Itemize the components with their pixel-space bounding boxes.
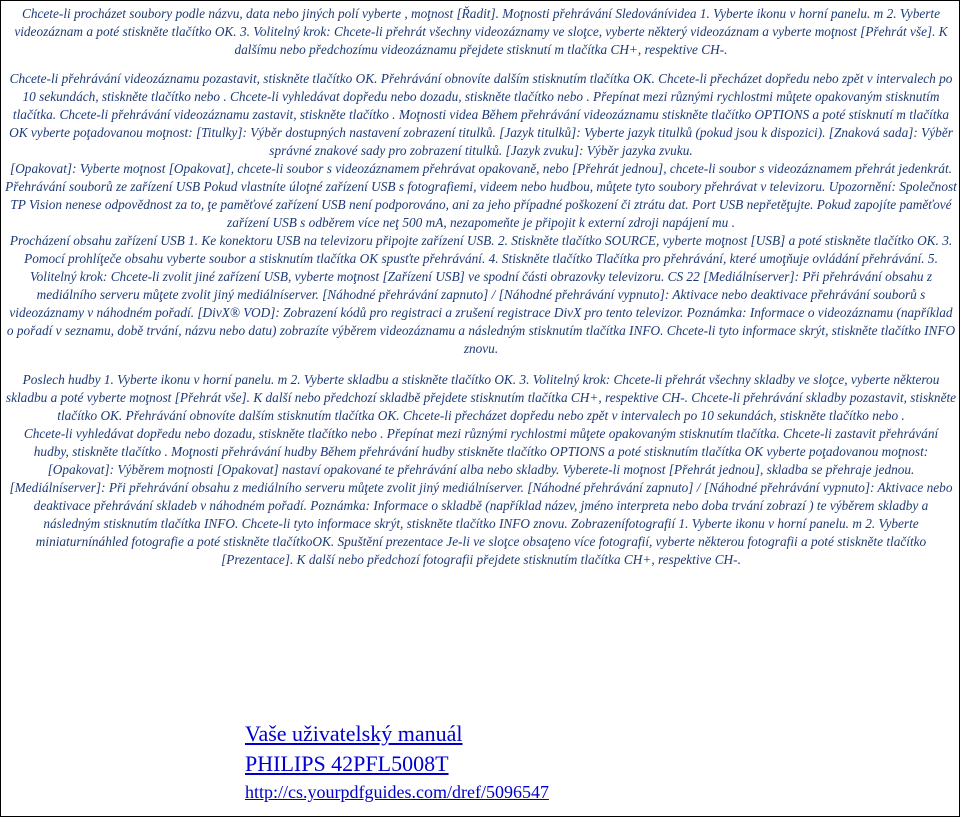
paragraph-usb-playback: Pomocí prohlíţeče obsahu vyberte soubor a stisknutím tlačítka OK spusťte přehrávání. 4. Stiskněte tlačítko Tlačítka pro přehrávání, které umoţňuje ovládání přehrávání. 5. Volitelný krok: Chcete-li zvolit jiné zařízení USB, vyberte moţnost [Zařízení USB] ve spodní části obrazovky televizoru. CS 22 [Mediálníserver]: Při přehrávání obsahu z mediálního serveru můţete zvolit jiný mediálníserver. [Náhodné přehrávání zapnuto] / [Náhodné přehrávání vypnuto]: Aktivace nebo deaktivace přehrávání souborů s videozáznamy v náhodném pořadí. [DivX® VOD]: Zobrazení kódů pro registraci a zrušení registrace DivX pro tento televizor. Poznámka: Informace o videozáznamu (například o pořadí v seznamu, době trvání, názvu nebo datu) zobrazíte výběrem videozáznamu a následným stisknutím tlačítka INFO. Chcete-li tyto informace skrýt, stiskněte tlačítko INFO znovu. bbox=[6, 251, 956, 356]
paragraph-photos: [Mediálníserver]: Při přehrávání obsahu z mediálního serveru můţete zvolit jiný mediálníserver. [Náhodné přehrávání zapnuto] / [Náhodné přehrávání vypnuto]: Aktivace nebo deaktivace přehrávání skladeb v náhodném pořadí. Poznámka: Informace o skladbě (například název, jméno interpreta nebo doba trvání zobrazí ) te výběrem skladby a následným stisknutím tlačítka INFO. Chcete-li tyto informace skrýt, stiskněte tlačítko INFO znovu. Zobrazenífotografií 1. Vyberte ikonu v horní panelu. m 2. Vyberte miniaturnínáhled fotografie a poté stiskněte tlačítkoOK. Spuštění prezentace Je-li ve sloţce obsaţeno více fotografií, vyberte některou fotografii a poté stiskněte tlačítko [Prezentace]. K další nebo předchozí fotografii přejdete stisknutím tlačítka CH+, respektive CH-. bbox=[9, 480, 953, 567]
paragraph-usb-browse: Procházení obsahu zařízení USB 1. Ke konektoru USB na televizoru připojte zařízení USB. 2. Stiskněte tlačítko SOURCE, vyberte moţnost [USB] a poté stiskněte tlačítko OK. 3. bbox=[9, 233, 953, 248]
manual-title-link[interactable]: Vaše uživatelský manuál bbox=[245, 721, 463, 746]
manual-url-link[interactable]: http://cs.yourpdfguides.com/dref/5096547 bbox=[245, 782, 549, 802]
manual-text bbox=[5, 5, 957, 569]
paragraph-music-playback: Poslech hudby 1. Vyberte ikonu v horní panelu. m 2. Vyberte skladbu a stiskněte tlačítko OK. 3. Volitelný krok: Chcete-li přehrát všechny skladby ve sloţce, vyberte některou skladbu a poté vyberte moţnost [Přehrát vše]. K další nebo předchozí skladbě přejdete stisknutím tlačítka CH+, respektive CH-. Chcete-li přehrávání skladby pozastavit, stiskněte tlačítko OK. Přehrávání obnovíte dalším stisknutím tlačítka OK. Chcete-li přecházet dopředu nebo zpět v intervalech po 10 sekundách, stiskněte tlačítko nebo . bbox=[5, 372, 957, 423]
paragraph-video-playback: Chcete-li procházet soubory podle názvu, data nebo jiných polí vyberte , moţnost [Řadit]. Moţnosti přehrávání Sledovánívidea 1. Vyberte ikonu v horní panelu. m 2. Vyberte videozáznam a poté stiskněte tlačítko OK. 3. Volitelný krok: Chcete-li přehrát všechny videozáznamy ve sloţce, vyberte některý videozáznam a vyberte moţnost [Přehrát vše]. K dalšímu nebo předchozímu videozáznamu přejdete stisknutí m tlačítka CH+, respektive CH-. bbox=[14, 6, 948, 57]
paragraph-video-options: Chcete-li přehrávání videozáznamu pozastavit, stiskněte tlačítko OK. Přehrávání obnovíte dalším stisknutím tlačítka OK. Chcete-li přecházet dopředu nebo zpět v intervalech po 10 sekundách, stiskněte tlačítko nebo . Chcete-li vyhledávat dopředu nebo dozadu, stiskněte tlačítko nebo . Přepínat mezi různými rychlostmi můţete opakovaným stisknutím tlačítka. Chcete-li přehrávání videozáznamu zastavit, stiskněte tlačítko . Moţnosti videa Během přehrávání videozáznamu stiskněte tlačítko OPTIONS a poté stisknutí m tlačítka OK vyberte poţadovanou moţnost: [Titulky]: Výběr dostupných nastavení zobrazení titulků. [Jazyk titulků]: Vyberte jazyk titulků (pokud jsou k dispozici). [Znaková sada]: Výběr správné znakové sady pro zobrazení titulků. [Jazyk zvuku]: Výběr jazyka zvuku. bbox=[9, 71, 953, 158]
manual-links bbox=[245, 719, 725, 805]
paragraph-music-options: Chcete-li vyhledávat dopředu nebo dozadu, stiskněte tlačítko nebo . Přepínat mezi různými rychlostmi můţete opakovaným stisknutím tlačítka. Chcete-li zastavit přehrávání hudby, stiskněte tlačítko . Moţnosti přehrávání hudby Během přehrávání hudby stiskněte tlačítko OPTIONS a poté stisknutím tlačítka OK vyberte poţadovanou moţnost: [Opakovat]: Výběrem moţnosti [Opakovat] nastaví opakované te přehrávání alba nebo skladby. Vyberete-li moţnost [Přehrát jednou], skladba se přehraje jednou. bbox=[23, 426, 939, 477]
paragraph-repeat-usb: [Opakovat]: Vyberte moţnost [Opakovat], chcete-li soubor s videozáznamem přehrávat opakovaně, nebo [Přehrát jednou], chcete-li soubor s videozáznamem přehrát jedenkrát. Přehrávání souborů ze zařízení USB Pokud vlastníte úloţné zařízení USB s fotografiemi, videem nebo hudbou, můţete tyto soubory přehrávat v televizoru. Upozornění: Společnost TP Vision nenese odpovědnost za to, ţe paměťové zařízení USB není podporováno, ani za jeho případné poškození či ztrátu dat. Port USB nepřetěţujte. Pokud zapojíte paměťové zařízení USB s odběrem více neţ 500 mA, nezapomeňte je připojit k externí zdroji napájení mu . bbox=[5, 161, 957, 230]
product-name-link[interactable]: PHILIPS 42PFL5008T bbox=[245, 751, 449, 776]
